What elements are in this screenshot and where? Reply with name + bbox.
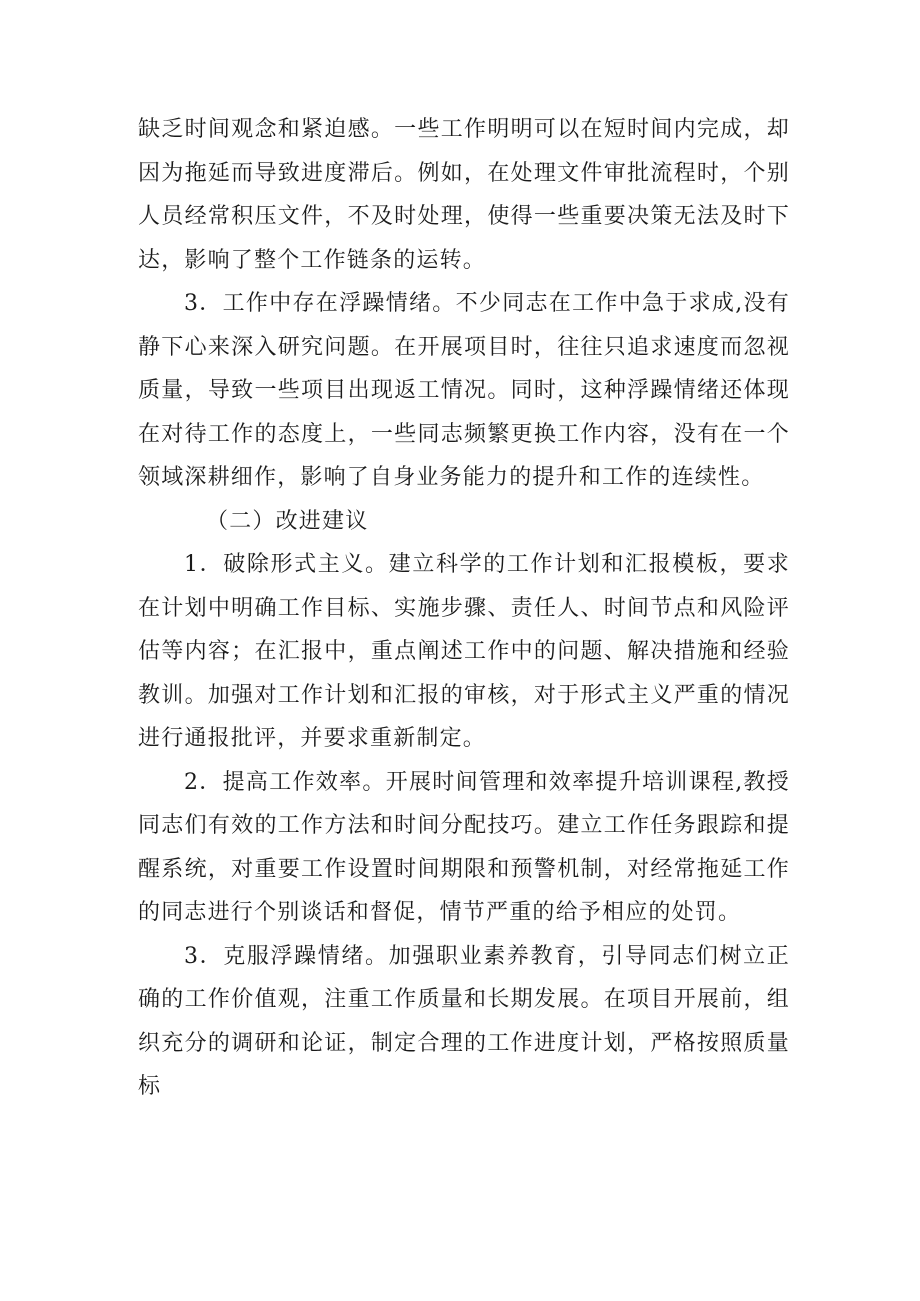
paragraph-suggestion-3: 3．克服浮躁情绪。加强职业素养教育，引导同志们树立正确的工作价值观，注重工作质量和长期发展。在项目开展前，组织充分的调研和论证，制定合理的工作进度计划，严格按照质量标 <box>138 943 790 1099</box>
section-heading-suggestions: （二）改进建议 <box>206 508 369 534</box>
paragraph-continuation: 缺乏时间观念和紧迫感。一些工作明明可以在短时间内完成，却因为拖延而导致进度滞后。例如，在处理文件审批流程时，个别人员经常积压文件，不及时处理，使得一些重要决策无法及时下达，影响了整个工作链条的运转。 <box>138 117 790 273</box>
paragraph-suggestion-2: 2．提高工作效率。开展时间管理和效率提升培训课程,教授同志们有效的工作方法和时间分配技巧。建立工作任务跟踪和提醒系统，对重要工作设置时间期限和预警机制，对经常拖延工作的同志进行个别谈话和督促，情节严重的给予相应的处罚。 <box>138 769 790 925</box>
paragraph-issue-3: 3．工作中存在浮躁情绪。不少同志在工作中急于求成,没有静下心来深入研究问题。在开展项目时，往往只追求速度而忽视质量，导致一些项目出现返工情况。同时，这种浮躁情绪还体现在对待工作的态度上，一些同志频繁更换工作内容，没有在一个领域深耕细作，影响了自身业务能力的提升和工作的连续性。 <box>138 291 790 490</box>
document-page <box>138 108 790 1109</box>
paragraph-suggestion-1: 1．破除形式主义。建立科学的工作计划和汇报模板，要求在计划中明确工作目标、实施步骤、责任人、时间节点和风险评估等内容；在汇报中，重点阐述工作中的问题、解决措施和经验教训。加强对工作计划和汇报的审核，对于形式主义严重的情况进行通报批评，并要求重新制定。 <box>138 552 790 751</box>
